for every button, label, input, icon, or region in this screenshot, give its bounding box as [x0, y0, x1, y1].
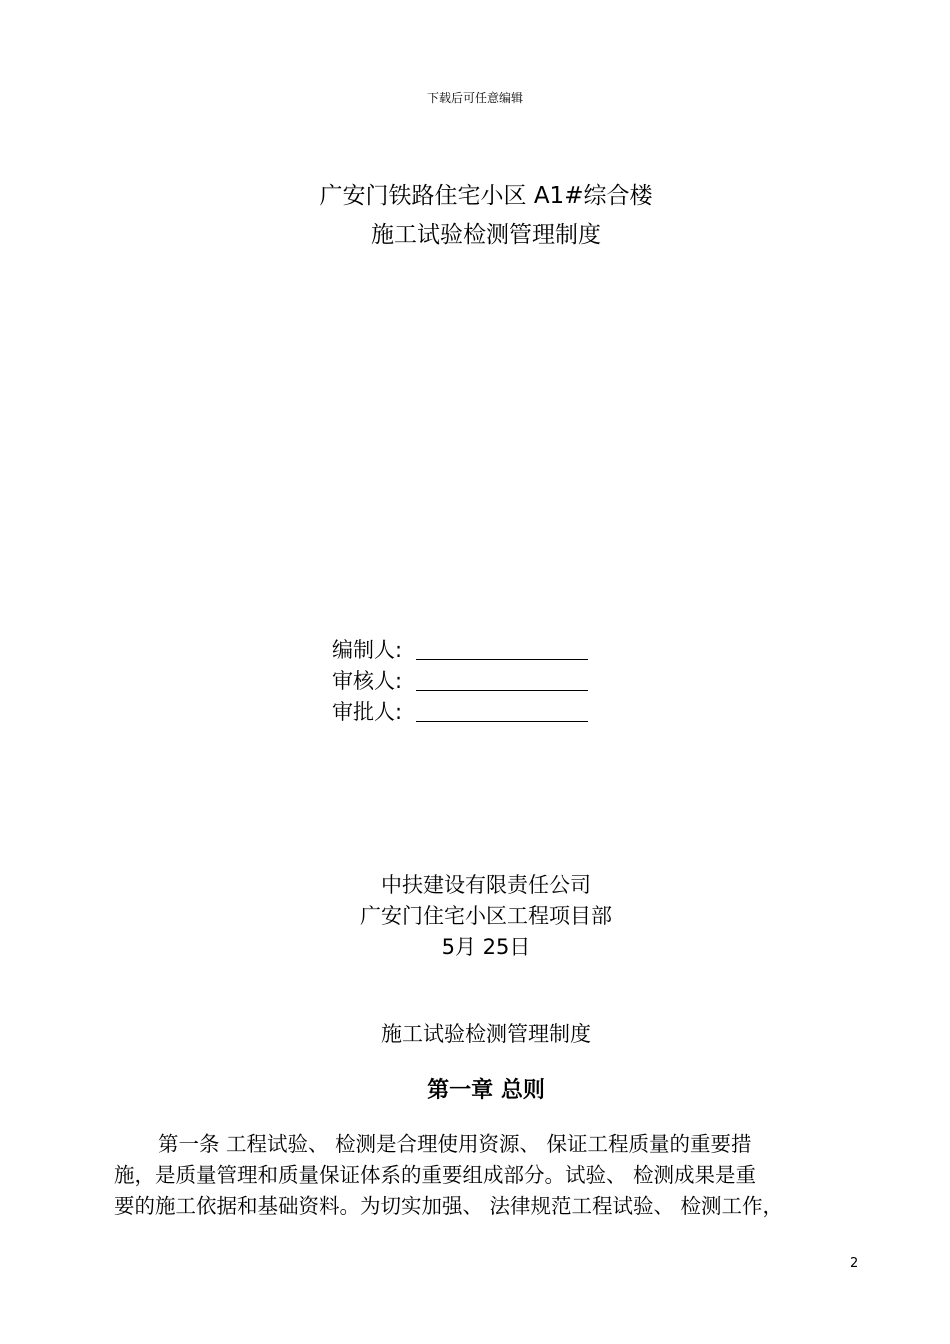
- signature-blank-line: [416, 721, 588, 722]
- page-number: 2: [850, 1256, 859, 1271]
- signature-row-reviewer: [332, 667, 588, 695]
- signature-label: 编制人:: [332, 638, 403, 662]
- cover-title-line2: 施工试验检测管理制度: [371, 222, 601, 248]
- cover-date: 5月 25日: [441, 935, 531, 959]
- signature-blank-line: [416, 690, 588, 691]
- paragraph-line: 要的施工依据和基础资料。为切实加强、 法律规范工程试验、 检测工作，: [114, 1194, 784, 1218]
- cover-title-line1: 广安门铁路住宅小区 A1#综合楼: [319, 183, 653, 209]
- signature-label: 审批人:: [332, 700, 403, 724]
- signature-row-compiler: [332, 636, 588, 664]
- header-note: 下载后可任意编辑: [426, 91, 523, 105]
- signature-row-approver: [332, 698, 588, 726]
- paragraph-line: 施，是质量管理和质量保证体系的重要组成部分。试验、 检测成果是重: [114, 1163, 757, 1187]
- project-department-name: 广安门住宅小区工程项目部: [360, 904, 612, 928]
- chapter-title: 第一章 总则: [427, 1078, 545, 1103]
- organization-name: 中扶建设有限责任公司: [381, 873, 591, 897]
- paragraph-line: 第一条 工程试验、 检测是合理使用资源、 保证工程质量的重要措: [158, 1132, 752, 1156]
- signature-label: 审核人:: [332, 669, 403, 693]
- document-title: 施工试验检测管理制度: [381, 1022, 591, 1046]
- signature-blank-line: [416, 659, 588, 660]
